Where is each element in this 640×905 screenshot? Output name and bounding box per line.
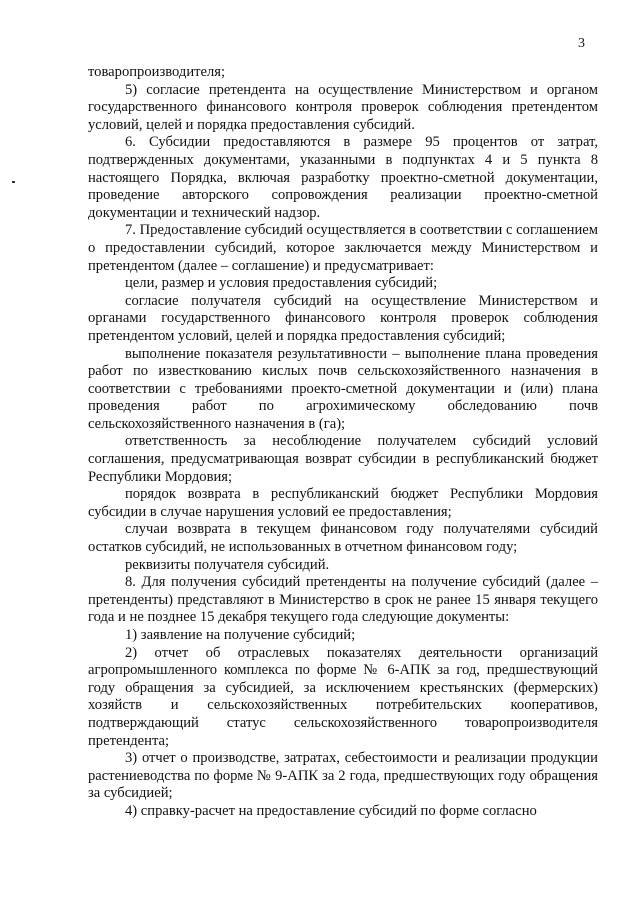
paragraph: 7. Предоставление субсидий осуществляется в соответствии с соглашением о предоставлении субсидий, которое заключается между Министерством и претендентом (далее – соглашение) и предусматривает:: [88, 222, 598, 274]
paragraph: случаи возврата в текущем финансовом году получателями субсидий остатков субсидий, не использованных в отчетном финансовом году;: [88, 521, 598, 556]
paragraph: порядок возврата в республиканский бюджет Республики Мордовия субсидии в случае нарушения условий ее предоставления;: [88, 486, 598, 520]
paragraph: 8. Для получения субсидий претенденты на получение субсидий (далее – претенденты) представляют в Министерство в срок не ранее 15 января текущего года и не позднее 15 декабря текущего года следующие документы:: [88, 574, 598, 626]
paragraph: согласие получателя субсидий на осуществление Министерством и органами государственного финансового контроля проверок соблюдения претендентом условий, целей и порядка предоставления субсидий;: [88, 292, 598, 344]
paragraph: 2) отчет об отраслевых показателях деятельности организаций агропромышленного комплекса по форме № 6-АПК за год, предшествующий году обращения за субсидией, за исключением крестьянских (фермерских) хозяйств и сельскохозяйственных потребительских кооперативов, подтверждающий статус сельскохозяйственного товаропроизводителя претендента;: [88, 644, 598, 749]
margin-mark: [12, 181, 15, 183]
paragraph: выполнение показателя результативности – выполнение плана проведения работ по известкованию кислых почв сельскохозяйственного назначения в соответствии с требованиями проекто-сметной документации и (или) плана проведения работ по агрохимическому обследованию почв сельскохозяйственного назначения в (га);: [88, 345, 598, 432]
paragraph: реквизиты получателя субсидий.: [125, 556, 330, 573]
paragraph: цели, размер и условия предоставления субсидий;: [125, 275, 438, 292]
paragraph: ответственность за несоблюдение получателем субсидий условий соглашения, предусматривающая возврат субсидии в республиканский бюджет Республики Мордовия;: [88, 433, 598, 485]
paragraph: товаропроизводителя;: [88, 64, 226, 80]
document-body: [88, 64, 598, 821]
paragraph: 4) справку-расчет на предоставление субсидий по форме согласно: [125, 802, 537, 819]
page-number: 3: [578, 36, 585, 51]
paragraph: 5) согласие претендента на осуществление Министерством и органом государственного финансового контроля проверок соблюдения претендентом условий, целей и порядка предоставления субсидий.: [88, 81, 598, 133]
paragraph: 1) заявление на получение субсидий;: [125, 627, 356, 643]
paragraph: 3) отчет о производстве, затратах, себестоимости и реализации продукции растениеводства по форме № 9-АПК за 2 года, предшествующих году обращения за субсидией;: [88, 750, 598, 802]
paragraph: 6. Субсидии предоставляются в размере 95 процентов от затрат, подтвержденных документами, указанными в подпунктах 4 и 5 пункта 8 настоящего Порядка, включая разработку проектно-сметной документации, проведение авторского сопровождения реализации проектно-сметной документации и технический надзор.: [88, 134, 598, 221]
